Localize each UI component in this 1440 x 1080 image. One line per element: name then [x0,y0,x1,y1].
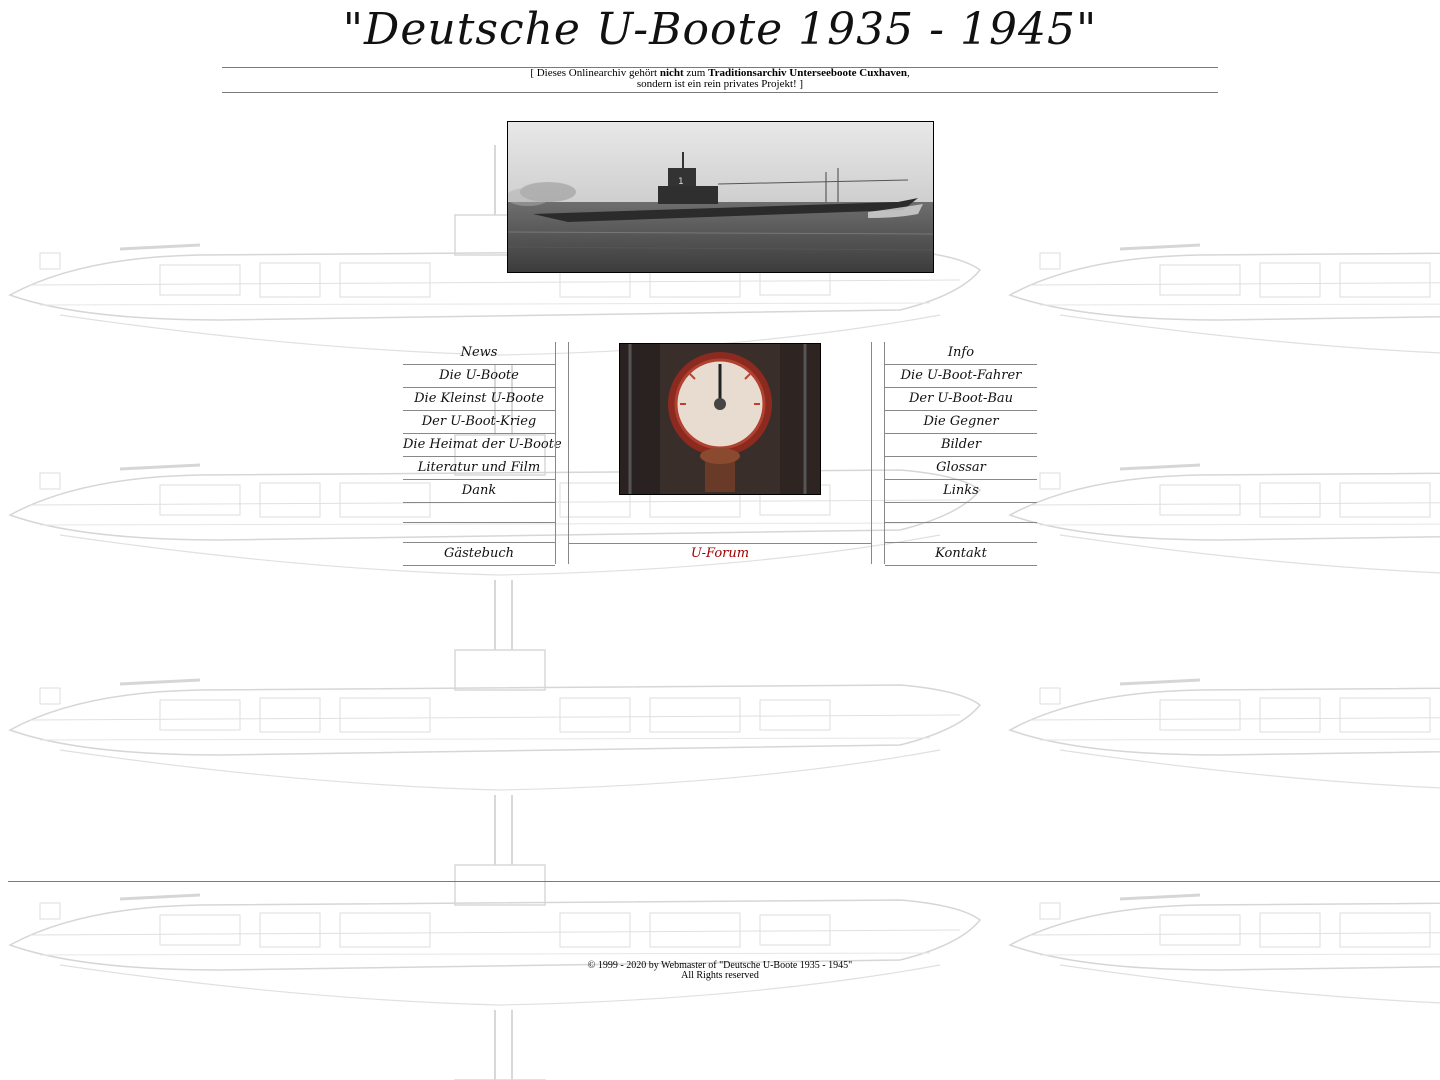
nav-u-boot-fahrer[interactable]: Die U-Boot-Fahrer [885,365,1037,388]
engine-telegraph-photo [619,343,821,495]
site-title: "Deutsche U-Boote 1935 - 1945" [342,4,1098,55]
notice-text: , [906,67,910,79]
nav-links[interactable]: Links [885,480,1037,503]
header-bottom-rule [222,92,1218,93]
nav-news[interactable]: News [403,342,555,365]
nav-spacer [403,503,555,523]
nav-divider [871,342,872,564]
nav-u-boot-bau[interactable]: Der U-Boot-Bau [885,388,1037,411]
footer [0,961,1440,981]
nav-die-gegner[interactable]: Die Gegner [885,411,1037,434]
nav-spacer [885,503,1037,523]
left-navigation [403,342,562,566]
nav-die-u-boote[interactable]: Die U-Boote [403,365,555,388]
nav-dank[interactable]: Dank [403,480,555,503]
notice-text: [ Dieses Onlinearchiv gehört [530,67,660,79]
engine-telegraph-image [620,344,820,494]
notice-text: zum [683,67,709,79]
notice-archive-name: Traditionsarchiv Unterseeboote Cuxhaven [708,67,907,79]
svg-text:1: 1 [678,177,684,187]
nav-info[interactable]: Info [885,342,1037,365]
nav-spacer [403,523,555,543]
nav-divider [555,342,556,564]
u-forum-link[interactable]: U-Forum [569,543,871,565]
notice-line-2: sondern ist ein rein privates Projekt! ] [636,78,804,90]
copyright-text: © 1999 - 2020 by Webmaster of "Deutsche U-Boote 1935 - 1945" [587,960,853,971]
rights-text: All Rights reserved [681,970,759,981]
nav-u-boot-krieg[interactable]: Der U-Boot-Krieg [403,411,555,434]
archive-notice [222,68,1218,90]
nav-divider [568,342,569,564]
nav-heimat-der-u-boote[interactable]: Die Heimat der U-Boote [403,434,555,457]
nav-bilder[interactable]: Bilder [885,434,1037,457]
notice-emphasis: nicht [659,67,684,79]
nav-kleinst-u-boote[interactable]: Die Kleinst U-Boote [403,388,555,411]
nav-glossar[interactable]: Glossar [885,457,1037,480]
nav-kontakt[interactable]: Kontakt [885,543,1037,566]
footer-rule [8,881,1440,882]
right-navigation [885,342,1037,566]
submarine-photo-image [508,122,933,272]
submarine-photo [507,121,934,273]
nav-literatur-und-film[interactable]: Literatur und Film [403,457,555,480]
nav-gaestebuch[interactable]: Gästebuch [403,543,555,566]
nav-spacer [885,523,1037,543]
